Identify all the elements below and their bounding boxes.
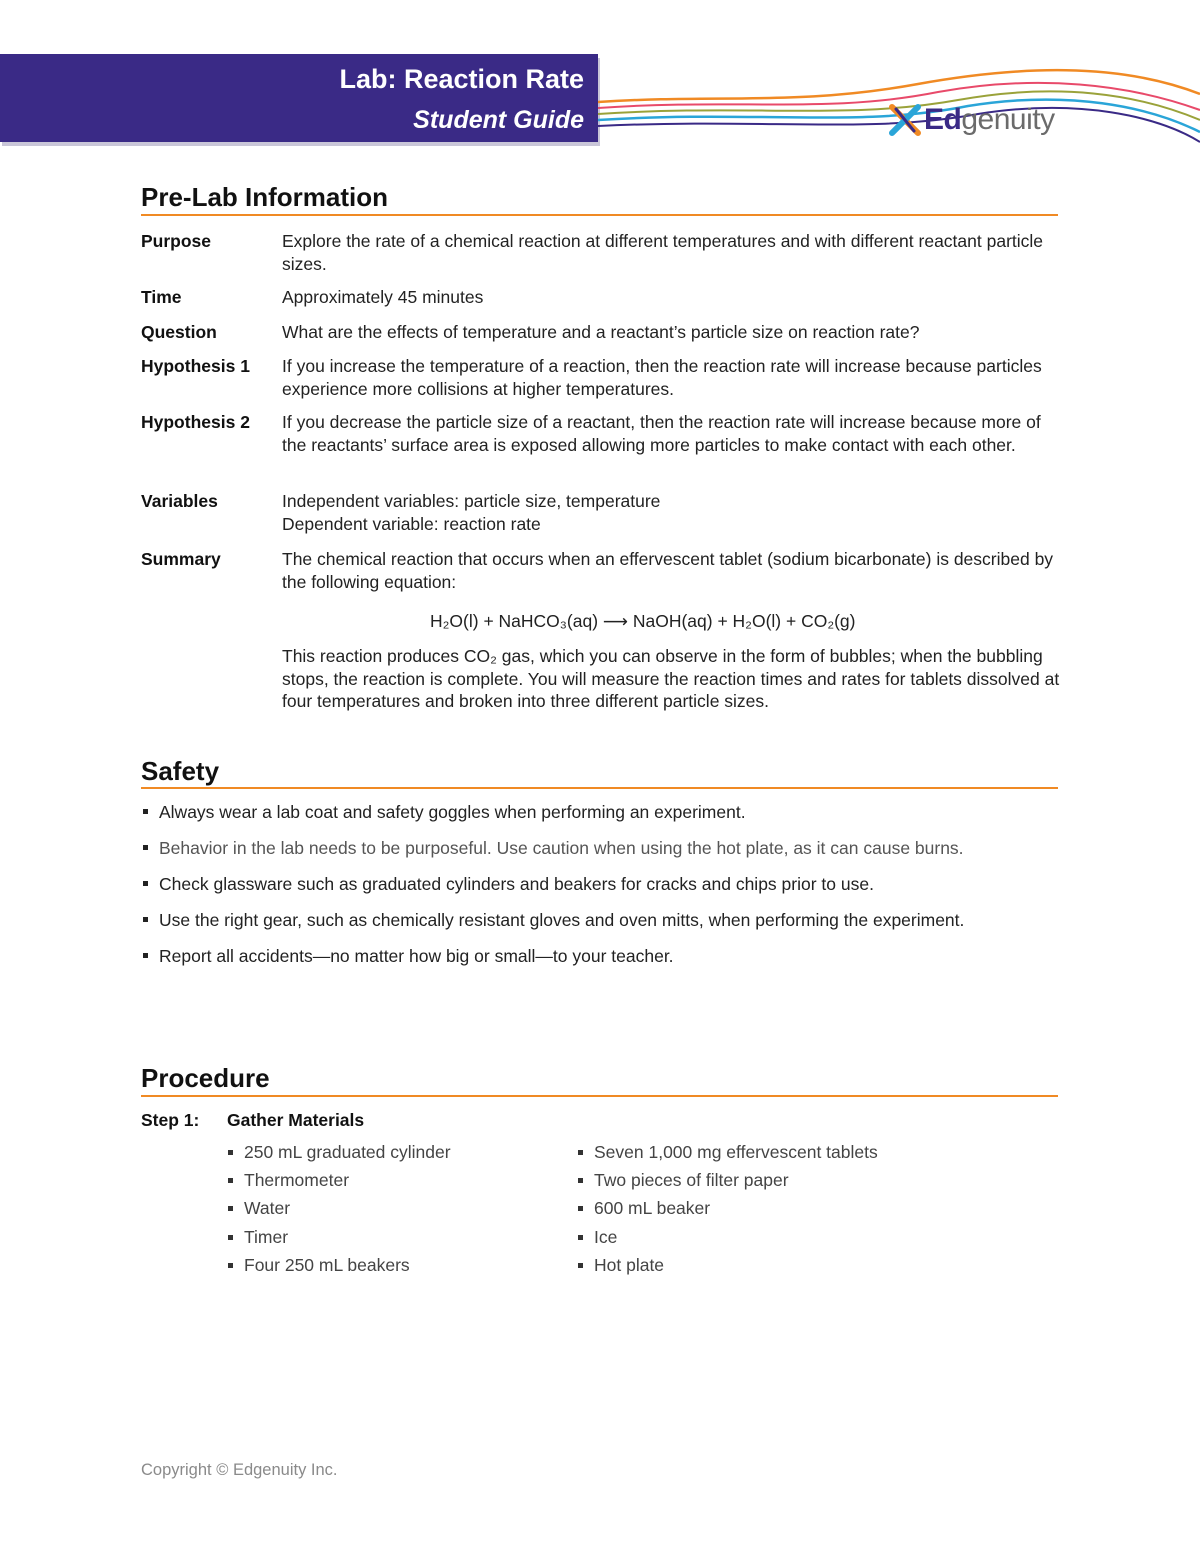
edgenuity-x-icon: [888, 103, 922, 137]
row-value: If you decrease the particle size of a reactant, then the reaction rate will increase because more of the reactants’ surface area is exposed allowing more particles to make contact with each other.: [282, 412, 1041, 455]
copyright-footer: Copyright © Edgenuity Inc.: [141, 1461, 338, 1479]
bullet-icon: [578, 1150, 583, 1155]
list-item: Always wear a lab coat and safety goggles when performing an experiment.: [141, 800, 1041, 824]
bullet-icon: [228, 1206, 233, 1211]
row-value: [282, 490, 1062, 535]
independent-variables: Independent variables: particle size, temperature: [282, 491, 661, 511]
row-value: What are the effects of temperature and a reactant’s particle size on reaction rate?: [282, 322, 920, 342]
list-item: Check glassware such as graduated cylinders and beakers for cracks and chips prior to use.: [141, 872, 1041, 896]
bullet-icon: [228, 1150, 233, 1155]
bullet-icon: [578, 1178, 583, 1183]
safety-list: [141, 800, 1041, 980]
materials-list-left: [228, 1138, 451, 1279]
prelab-heading: Pre-Lab Information: [141, 182, 389, 212]
materials-list-right: [578, 1138, 878, 1279]
bullet-icon: [143, 809, 148, 814]
bullet-icon: [143, 845, 148, 850]
procedure-divider: [141, 1095, 1058, 1097]
list-item: Timer: [228, 1223, 451, 1251]
bullet-icon: [578, 1263, 583, 1268]
row-label: Question: [141, 322, 217, 342]
summary-paragraph: This reaction produces CO₂ gas, which you can observe in the form of bubbles; when the bubbling stops, the reaction is complete. You will measure the reaction times and rates for tablets dissolved at four temperatures and broken into three different particle sizes.: [282, 646, 1060, 711]
list-item: Ice: [578, 1223, 878, 1251]
list-item: Seven 1,000 mg effervescent tablets: [578, 1138, 878, 1166]
row-value: The chemical reaction that occurs when an effervescent tablet (sodium bicarbonate) is described by the following equation:: [282, 549, 1054, 592]
document-title: Lab: Reaction Rate: [339, 64, 584, 94]
chemical-equation: H₂O(l) + NaHCO₃(aq) ⟶ NaOH(aq) + H₂O(l) + CO₂(g): [430, 611, 856, 631]
list-item: Water: [228, 1194, 451, 1222]
list-item: 250 mL graduated cylinder: [228, 1138, 451, 1166]
bullet-icon: [228, 1235, 233, 1240]
safety-heading: Safety: [141, 756, 220, 786]
header-banner: [0, 54, 598, 142]
bullet-icon: [143, 917, 148, 922]
document-subtitle: Student Guide: [413, 106, 584, 134]
list-item: Report all accidents—no matter how big or small—to your teacher.: [141, 944, 1041, 968]
edgenuity-logo: [888, 103, 1055, 137]
list-item: 600 mL beaker: [578, 1194, 878, 1222]
step-title: Gather Materials: [227, 1110, 365, 1130]
logo-wordmark: Edgenuity: [924, 103, 1055, 136]
bullet-icon: [578, 1235, 583, 1240]
row-label: Purpose: [141, 231, 212, 251]
row-label: Hypothesis 1: [141, 356, 250, 376]
bullet-icon: [143, 881, 148, 886]
bullet-icon: [228, 1263, 233, 1268]
row-label: Summary: [141, 549, 221, 569]
row-value: If you increase the temperature of a reaction, then the reaction rate will increase because particles experience more collisions at higher temperatures.: [282, 356, 1042, 399]
list-item: Four 250 mL beakers: [228, 1251, 451, 1279]
list-item: Hot plate: [578, 1251, 878, 1279]
list-item: Use the right gear, such as chemically resistant gloves and oven mitts, when performing the experiment.: [141, 908, 1041, 932]
bullet-icon: [228, 1178, 233, 1183]
row-label: Time: [141, 287, 182, 307]
list-item: Behavior in the lab needs to be purposeful. Use caution when using the hot plate, as it can cause burns.: [141, 836, 1041, 860]
procedure-heading: Procedure: [141, 1063, 270, 1093]
dependent-variable: Dependent variable: reaction rate: [282, 513, 541, 534]
step-number: Step 1:: [141, 1110, 200, 1130]
list-item: Two pieces of filter paper: [578, 1166, 878, 1194]
bullet-icon: [578, 1206, 583, 1211]
list-item: Thermometer: [228, 1166, 451, 1194]
bullet-icon: [143, 953, 148, 958]
row-label: Variables: [141, 491, 218, 511]
row-value: Approximately 45 minutes: [282, 287, 484, 307]
prelab-divider: [141, 214, 1058, 216]
row-label: Hypothesis 2: [141, 412, 250, 432]
row-value: Explore the rate of a chemical reaction at different temperatures and with different reactant particle sizes.: [282, 231, 1044, 274]
step-1-heading: [141, 1110, 364, 1131]
safety-divider: [141, 787, 1058, 789]
